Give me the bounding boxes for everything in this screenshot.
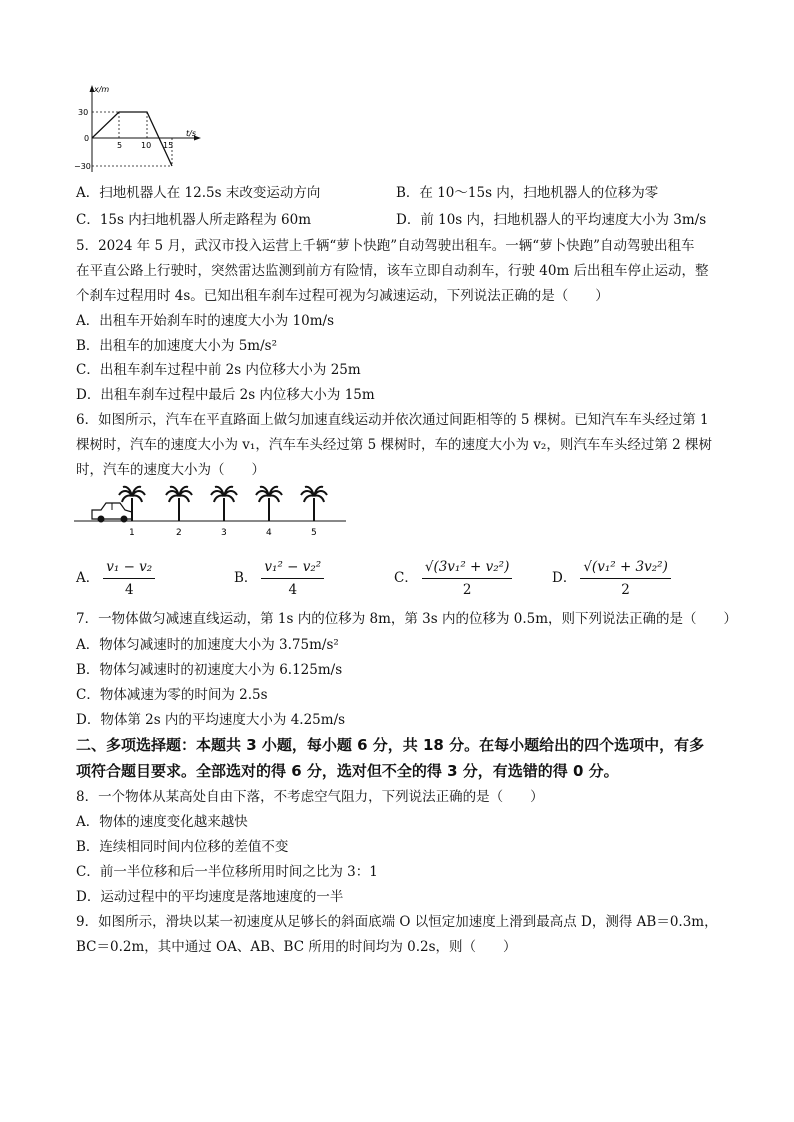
tree-label-5: 5 (311, 528, 317, 538)
tree-label-3: 3 (221, 528, 227, 538)
q4-option-d[interactable]: D．前 10s 内，扫地机器人的平均速度大小为 3m/s (396, 212, 707, 228)
q6-option-d-num: √(v₁² + 3v₂²) (580, 558, 671, 579)
q6-option-d-fraction (580, 558, 671, 599)
y-tick-30: 30 (78, 108, 89, 117)
q5-stem-1: 5．2024 年 5 月，武汉市投入运营上千辆“萝卜快跑”自动驾驶出租车。一辆“萝卜快跑”自动驾驶出租车 (76, 238, 695, 254)
y-tick-0: 0 (84, 134, 90, 143)
q8-option-a[interactable]: A．物体的速度变化越来越快 (76, 814, 248, 830)
q7-stem: 7．一物体做匀减速直线运动，第 1s 内的位移为 8m，第 3s 内的位移为 0.5m，则下列说法正确的是（ ） (76, 611, 738, 627)
q6-option-b-den: 4 (288, 582, 298, 598)
tree-icon-5 (301, 487, 327, 521)
q6-option-a-fraction (103, 558, 155, 599)
q6-option-a-label: A． (76, 570, 100, 586)
q6-option-c-label: C． (394, 570, 418, 586)
section2-heading-2: 项符合题目要求。全部选对的得 6 分，选对但不全的得 3 分，有选错的得 0 分。 (76, 762, 619, 780)
tree-icon-3 (211, 487, 237, 521)
q4-option-c[interactable]: C．15s 内扫地机器人所走路程为 60m (76, 212, 311, 228)
q6-option-b-fraction (261, 558, 324, 599)
q6-option-d-den: 2 (621, 582, 630, 598)
q6-option-a[interactable] (76, 558, 155, 599)
q6-stem-3: 时，汽车的速度大小为（ ） (76, 462, 265, 478)
q5-stem-2: 在平直公路上行驶时，突然雷达监测到前方有险情，该车立即自动刹车，行驶 40m 后出租车停止运动，整 (76, 263, 709, 279)
tree-label-1: 1 (129, 528, 135, 538)
q6-option-a-den: 4 (124, 582, 134, 598)
q6-stem-2: 棵树时，汽车的速度大小为 v₁，汽车车头经过第 5 棵树时，车的速度大小为 v₂，则汽车车头经过第 2 棵树 (76, 437, 713, 453)
xt-line (92, 112, 172, 166)
q8-option-c[interactable]: C．前一半位移和后一半位移所用时间之比为 3：1 (76, 864, 378, 880)
q6-option-b-num: v₁² − v₂² (261, 558, 324, 579)
q5-option-a[interactable]: A．出租车开始刹车时的速度大小为 10m/s (76, 313, 334, 329)
x-tick-10: 10 (141, 141, 152, 150)
y-axis-label: x/m (94, 85, 110, 94)
y-tick-neg30: −30 (74, 162, 91, 171)
q6-option-a-num: v₁ − v₂ (103, 558, 155, 579)
tree-icon-4 (256, 487, 282, 521)
x-tick-5: 5 (117, 141, 123, 150)
q5-stem-3: 个刹车过程用时 4s。已知出租车刹车过程可视为匀减速运动，下列说法正确的是（ ） (76, 288, 609, 304)
q7-option-c[interactable]: C．物体减速为零的时间为 2.5s (76, 687, 268, 703)
q8-stem: 8．一个物体从某高处自由下落，不考虑空气阻力，下列说法正确的是（ ） (76, 789, 544, 805)
q4-option-a[interactable]: A．扫地机器人在 12.5s 末改变运动方向 (76, 185, 321, 201)
q6-stem-1: 6．如图所示，汽车在平直路面上做匀加速直线运动并依次通过间距相等的 5 棵树。已知汽车车头经过第 1 (76, 412, 709, 428)
q7-option-b[interactable]: B．物体匀减速时的初速度大小为 6.125m/s (76, 662, 343, 678)
q5-option-d[interactable]: D．出租车刹车过程中最后 2s 内位移大小为 15m (76, 387, 375, 403)
q8-option-d[interactable]: D．运动过程中的平均速度是落地速度的一半 (76, 889, 344, 905)
x-axis-label: t/s (186, 129, 196, 138)
q6-option-c-fraction (422, 558, 513, 599)
q7-option-d[interactable]: D．物体第 2s 内的平均速度大小为 4.25m/s (76, 712, 346, 728)
car-icon (92, 503, 132, 523)
tree-icon-2 (166, 487, 192, 521)
q6-option-b[interactable] (234, 558, 324, 599)
q5-option-b[interactable]: B．出租车的加速度大小为 5m/s² (76, 338, 277, 354)
q6-option-d[interactable] (552, 558, 671, 599)
q6-option-c-num: √(3v₁² + v₂²) (422, 558, 513, 579)
q9-stem-2: BC＝0.2m，其中通过 OA、AB、BC 所用的时间均为 0.2s，则（ ） (76, 939, 517, 955)
tree-label-2: 2 (176, 528, 182, 538)
car-trees-figure (74, 484, 350, 540)
q8-option-b[interactable]: B．连续相同时间内位移的差值不变 (76, 839, 289, 855)
q6-option-c-den: 2 (462, 582, 472, 598)
q4-option-b[interactable]: B．在 10～15s 内，扫地机器人的位移为零 (396, 185, 659, 201)
section2-heading-1: 二、多项选择题：本题共 3 小题，每小题 6 分，共 18 分。在每小题给出的四个选项中，有多 (76, 736, 705, 754)
xt-graph (74, 82, 204, 174)
q6-option-b-label: B． (234, 570, 258, 586)
x-tick-15: 15 (163, 141, 174, 150)
q7-option-a[interactable]: A．物体匀减速时的加速度大小为 3.75m/s² (76, 637, 339, 653)
q6-option-c[interactable] (394, 558, 512, 599)
q5-option-c[interactable]: C．出租车刹车过程中前 2s 内位移大小为 25m (76, 362, 361, 378)
tree-label-4: 4 (266, 528, 272, 538)
q6-option-d-label: D． (552, 570, 577, 586)
q9-stem-1: 9．如图所示，滑块以某一初速度从足够长的斜面底端 O 以恒定加速度上滑到最高点 D，测得 AB＝0.3m， (76, 914, 718, 930)
